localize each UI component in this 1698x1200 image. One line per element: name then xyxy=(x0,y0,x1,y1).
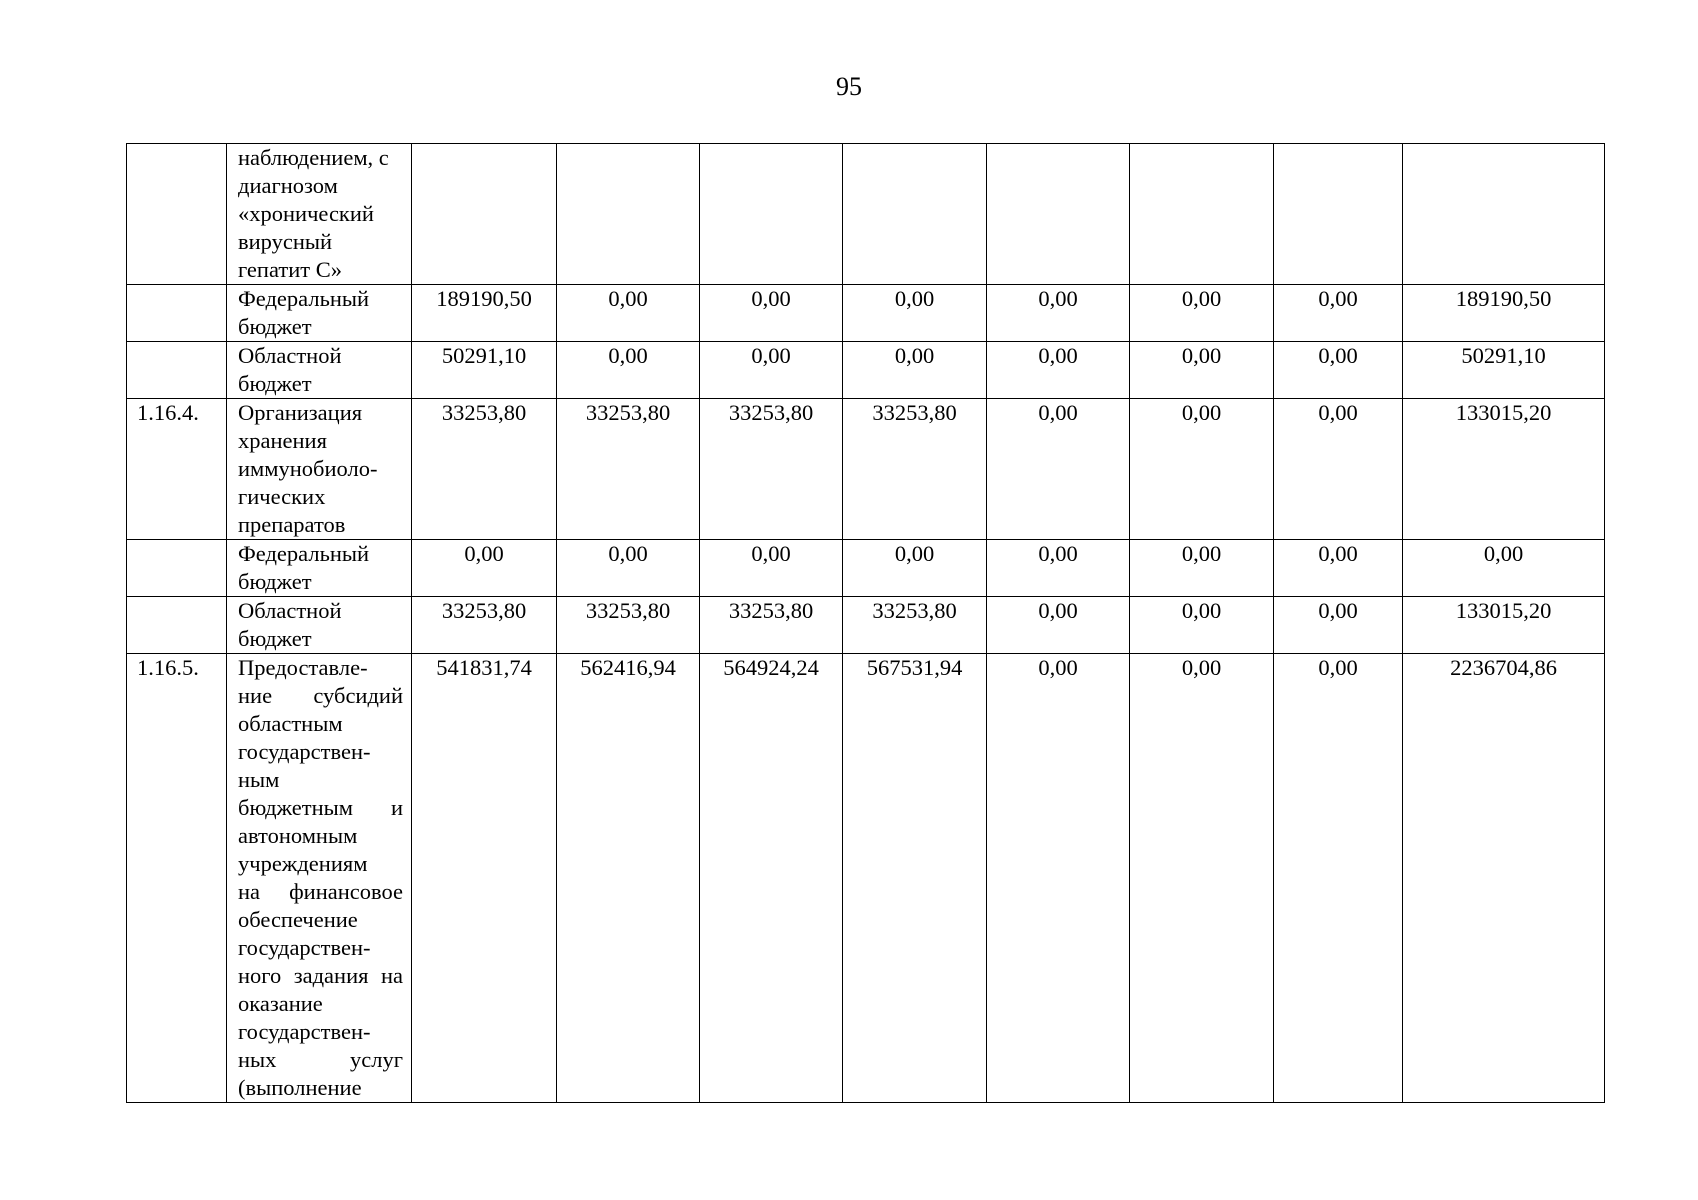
value-cell: 0,00 xyxy=(557,540,700,597)
table-body xyxy=(127,144,1605,1103)
item-name-line: вирусный xyxy=(238,229,333,254)
item-name-line: бюджет xyxy=(238,569,312,594)
value-cell: 0,00 xyxy=(1274,342,1403,399)
item-name-line: Организация xyxy=(238,400,363,425)
value-cell: 0,00 xyxy=(412,540,557,597)
value-cell: 0,00 xyxy=(1274,285,1403,342)
value-cell xyxy=(1274,144,1403,285)
budget-table xyxy=(126,143,1605,1103)
value-cell xyxy=(1130,144,1274,285)
value-cell: 0,00 xyxy=(1274,540,1403,597)
value-cell: 0,00 xyxy=(843,285,987,342)
value-cell: 33253,80 xyxy=(412,399,557,540)
value-cell: 0,00 xyxy=(843,342,987,399)
item-name-line: учреждениям xyxy=(238,851,368,876)
value-cell: 0,00 xyxy=(987,597,1130,654)
item-name-line: наблюдением, с xyxy=(238,145,389,170)
item-name-cell xyxy=(227,342,412,399)
total-value-cell: 2236704,86 xyxy=(1403,654,1605,1103)
total-value-cell: 0,00 xyxy=(1403,540,1605,597)
item-name-line: хранения xyxy=(238,428,327,453)
item-name-line: Областной xyxy=(238,598,342,623)
item-code-cell xyxy=(127,597,227,654)
value-cell: 33253,80 xyxy=(557,597,700,654)
value-cell: 0,00 xyxy=(557,342,700,399)
item-name-line: Областной xyxy=(238,343,342,368)
value-cell: 564924,24 xyxy=(700,654,843,1103)
item-name-line: государствен- xyxy=(238,935,371,960)
item-code-cell: 1.16.4. xyxy=(127,399,227,540)
value-cell: 0,00 xyxy=(1274,654,1403,1103)
item-name-line: (выполнение xyxy=(238,1075,362,1100)
value-cell: 0,00 xyxy=(1274,597,1403,654)
item-name-line: областным xyxy=(238,711,343,736)
item-code-cell: 1.16.5. xyxy=(127,654,227,1103)
item-name-line: ных услуг xyxy=(238,1047,403,1072)
value-cell: 0,00 xyxy=(843,540,987,597)
item-code-cell xyxy=(127,342,227,399)
item-name-line: бюджет xyxy=(238,314,312,339)
item-name-line: бюджет xyxy=(238,626,312,651)
value-cell: 33253,80 xyxy=(700,597,843,654)
item-name-line: гических xyxy=(238,484,326,509)
value-cell: 50291,10 xyxy=(412,342,557,399)
item-name-line: препаратов xyxy=(238,512,346,537)
value-cell: 0,00 xyxy=(1130,342,1274,399)
item-name-cell xyxy=(227,540,412,597)
table-row xyxy=(127,654,1605,1103)
item-name-line: Предоставле- xyxy=(238,655,368,680)
value-cell: 0,00 xyxy=(1130,654,1274,1103)
value-cell xyxy=(557,144,700,285)
item-name-line: бюджет xyxy=(238,371,312,396)
item-code-cell xyxy=(127,540,227,597)
page-number: 95 xyxy=(836,72,862,101)
value-cell: 33253,80 xyxy=(843,597,987,654)
value-cell: 0,00 xyxy=(987,285,1130,342)
value-cell: 0,00 xyxy=(987,654,1130,1103)
value-cell: 0,00 xyxy=(700,540,843,597)
table-row xyxy=(127,285,1605,342)
value-cell: 0,00 xyxy=(700,285,843,342)
item-name-line: автономным xyxy=(238,823,358,848)
value-cell: 0,00 xyxy=(987,342,1130,399)
table-row xyxy=(127,540,1605,597)
item-name-cell xyxy=(227,144,412,285)
value-cell: 562416,94 xyxy=(557,654,700,1103)
item-name-line: бюджетным и xyxy=(238,795,403,820)
item-code-cell xyxy=(127,285,227,342)
value-cell xyxy=(987,144,1130,285)
item-name-line: обеспечение xyxy=(238,907,358,932)
item-name-line: ного задания на xyxy=(238,963,403,988)
value-cell: 0,00 xyxy=(1130,540,1274,597)
value-cell: 0,00 xyxy=(987,540,1130,597)
item-name-cell xyxy=(227,654,412,1103)
item-name-line: на финансовое xyxy=(238,879,403,904)
item-name-line: иммунобиоло- xyxy=(238,456,378,481)
value-cell xyxy=(412,144,557,285)
value-cell xyxy=(843,144,987,285)
total-value-cell: 50291,10 xyxy=(1403,342,1605,399)
value-cell: 0,00 xyxy=(1130,597,1274,654)
item-name-line: ным xyxy=(238,767,280,792)
value-cell: 567531,94 xyxy=(843,654,987,1103)
item-name-line: Федеральный xyxy=(238,286,370,311)
item-name-line: гепатит С» xyxy=(238,257,342,282)
value-cell xyxy=(700,144,843,285)
item-name-line: ние субсидий xyxy=(238,683,403,708)
item-name-line: диагнозом xyxy=(238,173,338,198)
item-name-cell xyxy=(227,597,412,654)
value-cell: 189190,50 xyxy=(412,285,557,342)
value-cell: 0,00 xyxy=(1130,285,1274,342)
item-name-line: государствен- xyxy=(238,1019,371,1044)
value-cell: 33253,80 xyxy=(700,399,843,540)
table-row xyxy=(127,144,1605,285)
value-cell: 33253,80 xyxy=(412,597,557,654)
value-cell: 0,00 xyxy=(1130,399,1274,540)
item-name-cell xyxy=(227,285,412,342)
value-cell: 0,00 xyxy=(700,342,843,399)
item-code-cell xyxy=(127,144,227,285)
item-name-line: «хронический xyxy=(238,201,374,226)
value-cell: 0,00 xyxy=(557,285,700,342)
total-value-cell: 133015,20 xyxy=(1403,597,1605,654)
value-cell: 0,00 xyxy=(987,399,1130,540)
total-value-cell: 133015,20 xyxy=(1403,399,1605,540)
value-cell: 33253,80 xyxy=(843,399,987,540)
value-cell: 0,00 xyxy=(1274,399,1403,540)
table-row xyxy=(127,342,1605,399)
item-name-line: государствен- xyxy=(238,739,371,764)
total-value-cell xyxy=(1403,144,1605,285)
value-cell: 33253,80 xyxy=(557,399,700,540)
item-name-cell xyxy=(227,399,412,540)
item-name-line: Федеральный xyxy=(238,541,370,566)
total-value-cell: 189190,50 xyxy=(1403,285,1605,342)
table-row xyxy=(127,399,1605,540)
item-name-line: оказание xyxy=(238,991,323,1016)
table-row xyxy=(127,597,1605,654)
value-cell: 541831,74 xyxy=(412,654,557,1103)
